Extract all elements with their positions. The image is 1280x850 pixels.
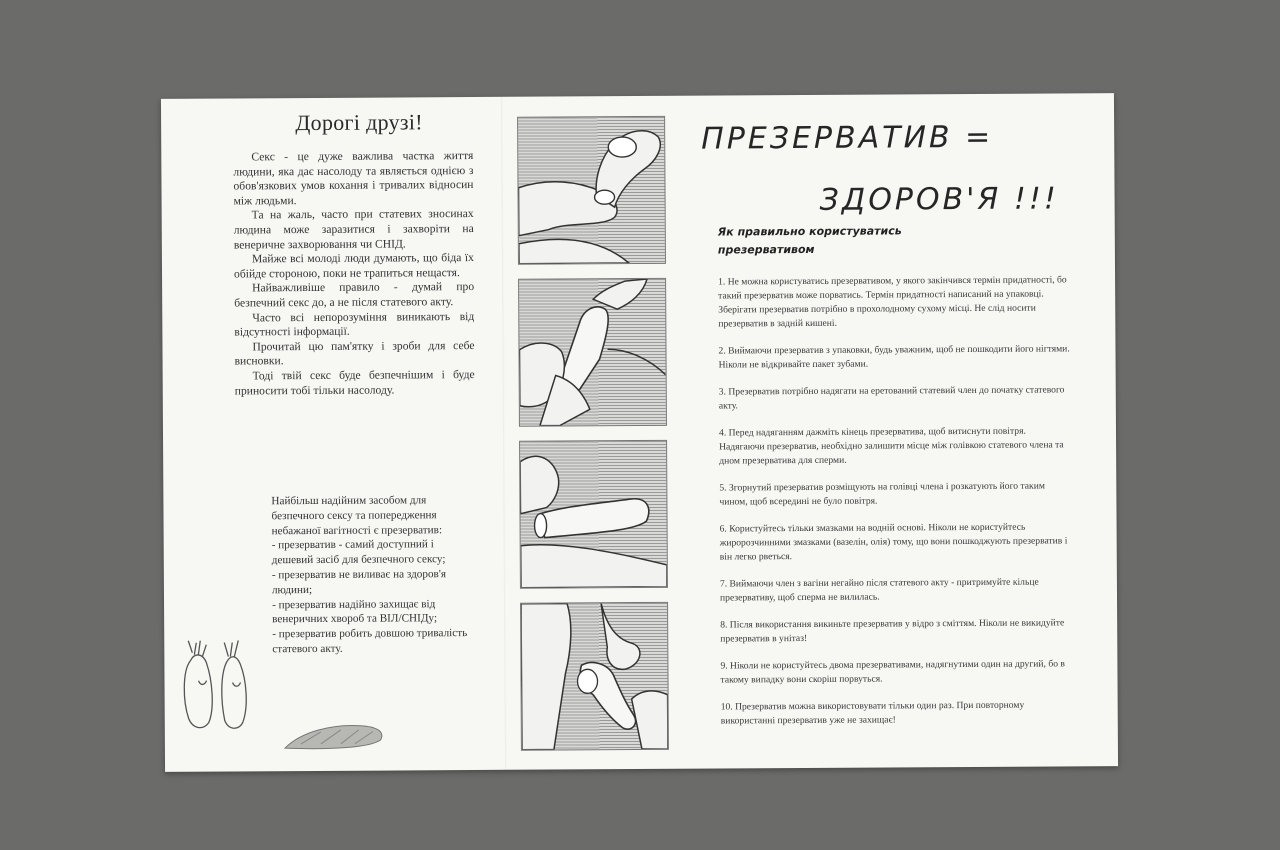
intro-paragraph: Тоді твій секс буде безпечнішим і буде приносити тобі тільки насолоду. (234, 367, 475, 397)
rule-item: 8. Після використання викиньте презерватив у відро з сміттям. Ніколи не викидуйте презерватив в унітаз! (720, 617, 1065, 645)
rule-item: 3. Презерватив потрібно надягати на еретований статевий член до початку статевого акту. (718, 384, 1065, 412)
intro-paragraph: Майже всі молоді люди думають, що біда їх обійде стороною, поки не трапиться нещастя. (233, 251, 474, 281)
rule-item: 4. Перед надяганням дажміть кінець презерватива, щоб витиснути повітря. Надягаючи презерватив, необхідно залишити місце між голівкою статевого члена та дном презерватива для сперми. (718, 425, 1064, 467)
left-title: Дорогі друзі! (295, 109, 423, 136)
intro-paragraph: Та на жаль, часто при статевих зносинах людина може заразитися і захворіти на венеричне захворювання чи СНІД. (233, 207, 474, 252)
rules-list (718, 273, 1073, 741)
fold-shadow (501, 97, 507, 770)
leaflet (161, 93, 1118, 772)
intro-paragraph: Прочитай цю пам'ятку і зроби для себе висновки. (234, 338, 475, 368)
condom-rolled-on-illustration (520, 441, 667, 588)
right-title-line-1: ПРЕЗЕРВАТИВ = (701, 119, 994, 157)
intro-paragraph: Часто всі непорозуміння виникають від відсутності інформації. (234, 309, 475, 339)
intro-text (233, 149, 475, 399)
benefits-line: Найбільш надійним засобом для безпечного сексу та попередження небажаної вагітності є презерватив: (271, 494, 443, 537)
illustration-step-1 (517, 116, 666, 265)
benefits-line: - презерватив надійно захищає від венеричних хвороб та ВІЛ/СНІДу; (272, 597, 438, 626)
rule-item: 2. Виймаючи презерватив з упаковки, будь уважним, щоб не пошкодити його нігтями. Ніколи не відкривайте пакет зубами. (718, 343, 1070, 371)
howto-heading: Як правильно користуватись презервативом (717, 224, 902, 257)
rule-item: 6. Користуйтесь тільки змазками на водній основі. Ніколи не користуйтесь жиророзчинними змазками (вазелін, олія) тому, що вони пошкоджують презерватив і він легко рветься. (719, 521, 1068, 563)
smear-sketch-icon (281, 718, 391, 759)
right-title-line-2: ЗДОРОВ'Я !!! (819, 181, 1059, 218)
benefits-line: - презерватив робить довшою тривалість статевого акту. (272, 627, 468, 656)
rule-item: 7. Виймаючи член з вагіни негайно після статевого акту - притримуйте кільце презервативу, щоб сперма не вилилась. (719, 576, 1039, 604)
rule-item: 10. Презерватив можна використовувати тільки один раз. При повторному використанні презерватив уже не захищає! (720, 699, 1025, 727)
illustration-step-2 (518, 278, 667, 427)
intro-paragraph: Секс - це дуже важлива частка життя людини, яка дає насолоду та являється однією з обов'язкових умов кохання і тривалих відносин між людьми. (233, 149, 474, 208)
rule-item: 9. Ніколи не користуйтесь двома презервативами, надягнутими один на другий, бо в такому випадку вони скоріш порвуться. (720, 658, 1065, 686)
rule-item: 5. Згорнутий презерватив розміщують на голівці члена і розкатують його таким чином, щоб всередині не було повітря. (719, 480, 1045, 508)
hand-holding-condom-tip-illustration (519, 279, 666, 426)
benefits-line: - презерватив не виливає на здоров'я людини; (271, 568, 447, 597)
condom-sketch-icon (176, 630, 267, 745)
rule-item: 1. Не можна користуватись презервативом, у якого закінчився термін придатності, бо такий презерватив може порватись. Термін придатності написаний на упаковці. Зберігати презерватив потрібно в прохолодному сухому місці. Не слід носити презерватив в задній кишені. (718, 274, 1067, 330)
benefits-line: - презерватив - самий доступний і дешевий засіб для безпечного сексу; (271, 538, 446, 567)
right-title (701, 111, 1102, 223)
illustration-step-3 (519, 440, 668, 589)
hand-unwrapping-condom-illustration (518, 117, 665, 264)
condom-removal-illustration (521, 603, 668, 750)
intro-paragraph: Найважливіше правило - думай про безпечний секс до, а не після статевого акту. (234, 280, 475, 310)
illustration-step-4 (520, 602, 669, 751)
benefits-list (271, 493, 468, 657)
